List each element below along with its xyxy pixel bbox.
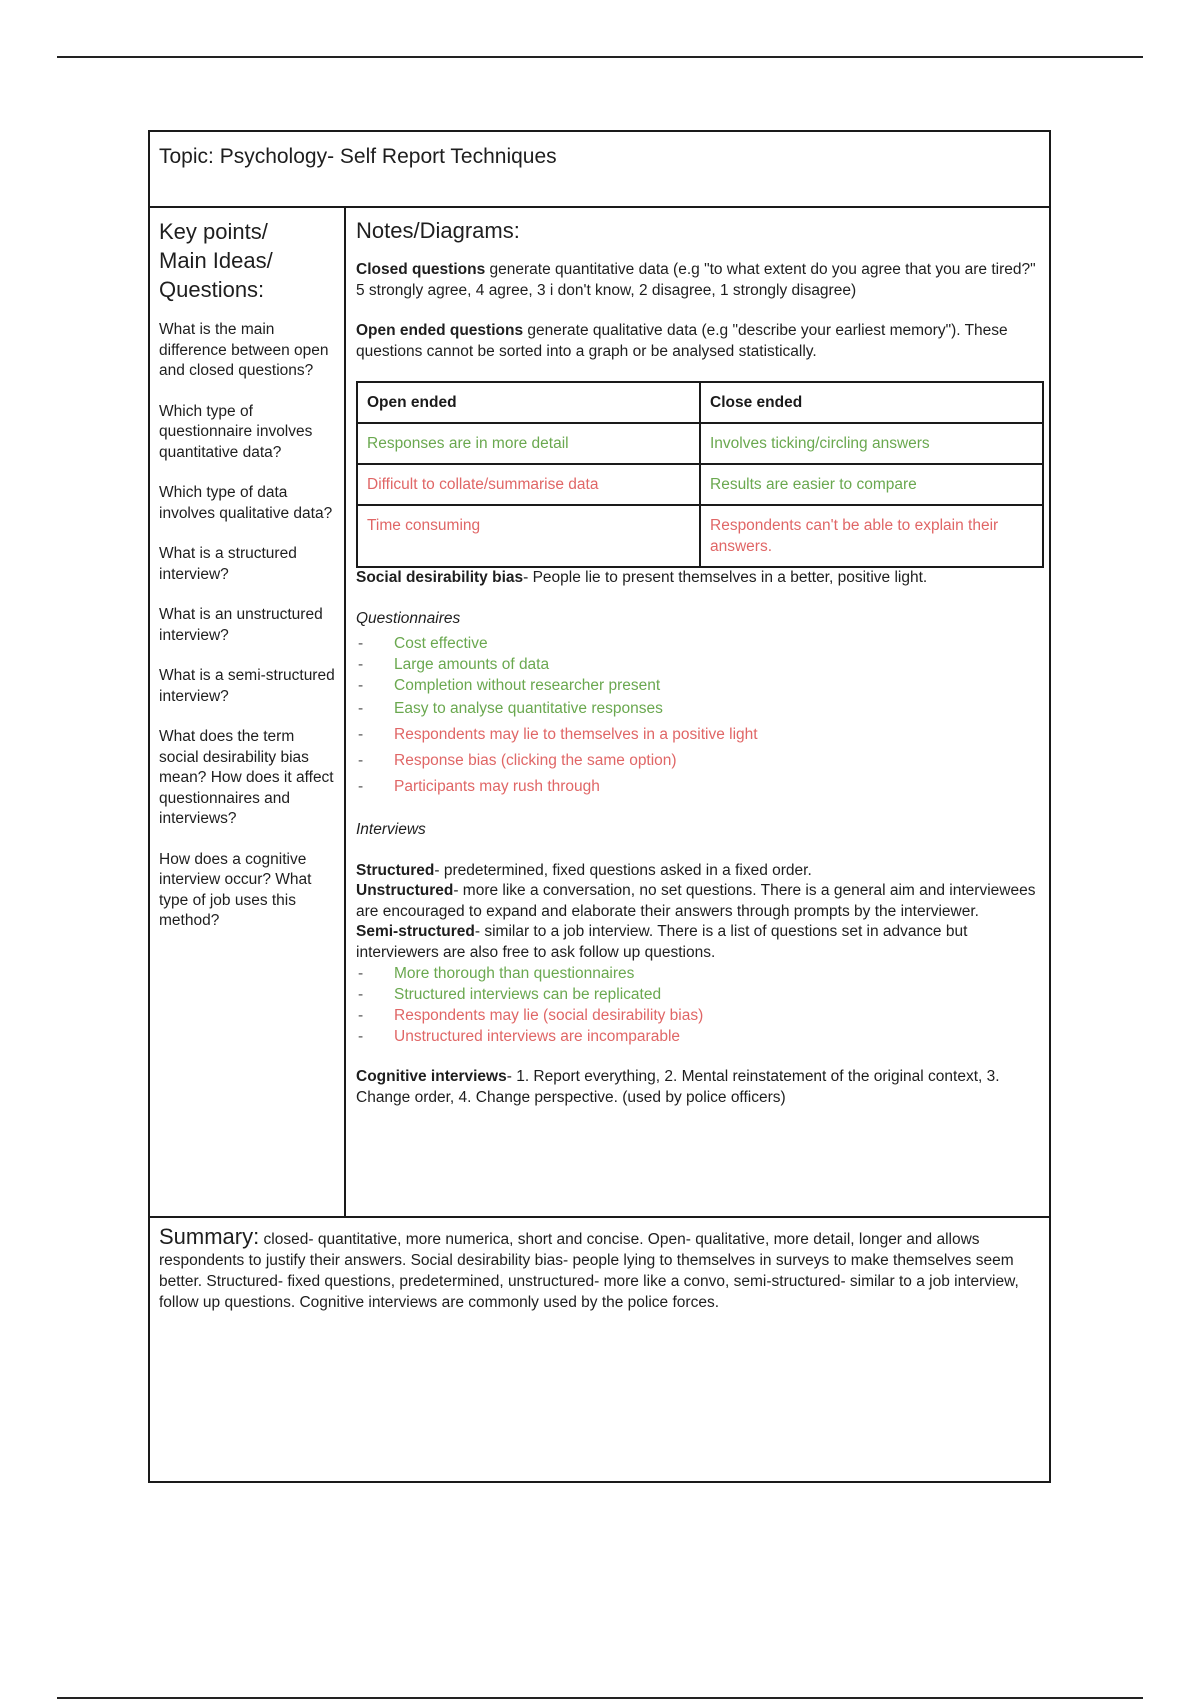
definition: generate quantitative data (e.g "to what extent do you agree that you are tired?" 5 strongly agree, 4 agree, 3 i don't know, 2 disagree, 1 strongly disagree) <box>356 261 1036 299</box>
key-question: What does the term social desirability bias mean? How does it affect questionnaires and interviews? <box>159 728 334 827</box>
notes-heading: Notes/Diagrams: <box>356 218 520 243</box>
unstructured-note <box>356 881 1041 922</box>
list-item: - Easy to analyse quantitative responses <box>394 696 1041 722</box>
top-rule <box>57 56 1143 58</box>
notes-row <box>150 208 1049 1218</box>
topic-row <box>150 132 1049 208</box>
key-question: What is a semi-structured interview? <box>159 667 335 705</box>
term: Closed questions <box>356 261 486 278</box>
key-points-column <box>150 208 346 1216</box>
definition: - similar to a job interview. There is a list of questions set in advance but interviewers are also free to ask follow up questions. <box>356 923 968 961</box>
list-item: - Respondents may lie to themselves in a positive light <box>394 722 1041 748</box>
key-question: What is a structured interview? <box>159 545 297 583</box>
definition: - 1. Report everything, 2. Mental reinstatement of the original context, 3. Change order, 4. Change perspective. (used by police officers) <box>356 1068 1000 1106</box>
definition: - predetermined, fixed questions asked in a fixed order. <box>434 861 812 879</box>
comparison-table <box>356 381 1044 568</box>
interviews-title: Interviews <box>356 821 426 838</box>
social-desirability-note <box>356 568 1041 589</box>
table-header: Open ended <box>357 382 700 423</box>
key-question: What is the main difference between open and closed questions? <box>159 321 329 379</box>
questionnaires-title: Questionnaires <box>356 609 461 627</box>
term: Cognitive interviews <box>356 1068 507 1085</box>
key-question: Which type of questionnaire involves quantitative data? <box>159 402 313 461</box>
table-cell: Responses are in more detail <box>357 423 700 464</box>
definition: - People lie to present themselves in a better, positive light. <box>523 569 928 586</box>
heading-line: Questions: <box>159 277 265 302</box>
summary-body: closed- quantitative, more numerica, short and concise. Open- qualitative, more detail, longer and allows respondents to justify their answers. Social desirability bias- people lying to themselves in surveys to make themselves seem better. Structured- fixed questions, predetermined, unstructured- more like a convo, semi-structured- similar to a job interview, follow up questions. Cognitive interviews are commonly used by the police forces. <box>159 1231 1019 1311</box>
term: Semi-structured <box>356 923 475 940</box>
key-question: How does a cognitive interview occur? What type of job uses this method? <box>159 850 312 929</box>
cornell-notes-sheet <box>148 130 1051 1483</box>
list-item: - Large amounts of data <box>394 654 1041 675</box>
key-question: What is an unstructured interview? <box>159 606 323 644</box>
list-item: - Response bias (clicking the same option) <box>394 748 1041 774</box>
heading-line: Main Ideas/ <box>159 248 273 273</box>
open-questions-note <box>356 321 1041 362</box>
structured-note <box>356 861 1041 882</box>
list-item: - Unstructured interviews are incomparable <box>394 1026 1041 1047</box>
topic-title: Topic: Psychology- Self Report Techniques <box>159 145 557 168</box>
term: Open ended questions <box>356 322 524 339</box>
term: Social desirability bias <box>356 569 524 586</box>
list-item: - Cost effective <box>394 633 1041 654</box>
summary-row <box>150 1218 1049 1481</box>
list-item: - Completion without researcher present <box>394 675 1041 696</box>
list-item: - More thorough than questionnaires <box>394 963 1041 984</box>
semi-structured-note <box>356 922 1041 963</box>
table-row <box>357 423 1043 464</box>
bottom-rule <box>57 1697 1143 1699</box>
table-row <box>357 505 1043 567</box>
definition: - more like a conversation, no set questions. There is a general aim and interviewees are encouraged to expand and elaborate their answers through prompts by the interviewer. <box>356 882 1036 920</box>
list-item: - Structured interviews can be replicated <box>394 984 1041 1005</box>
cognitive-interviews-note <box>356 1067 1041 1108</box>
definition: generate qualitative data (e.g "describe your earliest memory"). These questions cannot be sorted into a graph or be analysed statistically. <box>356 322 1008 360</box>
table-cell: Involves ticking/circling answers <box>700 423 1043 464</box>
summary-label: Summary: <box>159 1224 260 1249</box>
key-question: Which type of data involves qualitative data? <box>159 484 333 522</box>
list-item: - Respondents may lie (social desirability bias) <box>394 1005 1041 1026</box>
table-cell: Difficult to collate/summarise data <box>357 464 700 505</box>
table-cell: Results are easier to compare <box>700 464 1043 505</box>
notes-column <box>346 208 1049 1216</box>
questionnaires-list <box>356 633 1041 800</box>
table-cell: Respondents can't be able to explain their answers. <box>700 505 1043 567</box>
table-header-row <box>357 382 1043 423</box>
heading-line: Key points/ <box>159 219 268 244</box>
key-points-heading <box>159 217 336 304</box>
summary-text <box>159 1226 1040 1313</box>
table-cell: Time consuming <box>357 505 700 567</box>
interviews-list <box>356 963 1041 1047</box>
closed-questions-note <box>356 260 1041 301</box>
term: Unstructured <box>356 882 454 899</box>
table-header: Close ended <box>700 382 1043 423</box>
list-item: - Participants may rush through <box>394 774 1041 800</box>
table-row <box>357 464 1043 505</box>
term: Structured <box>356 861 435 879</box>
